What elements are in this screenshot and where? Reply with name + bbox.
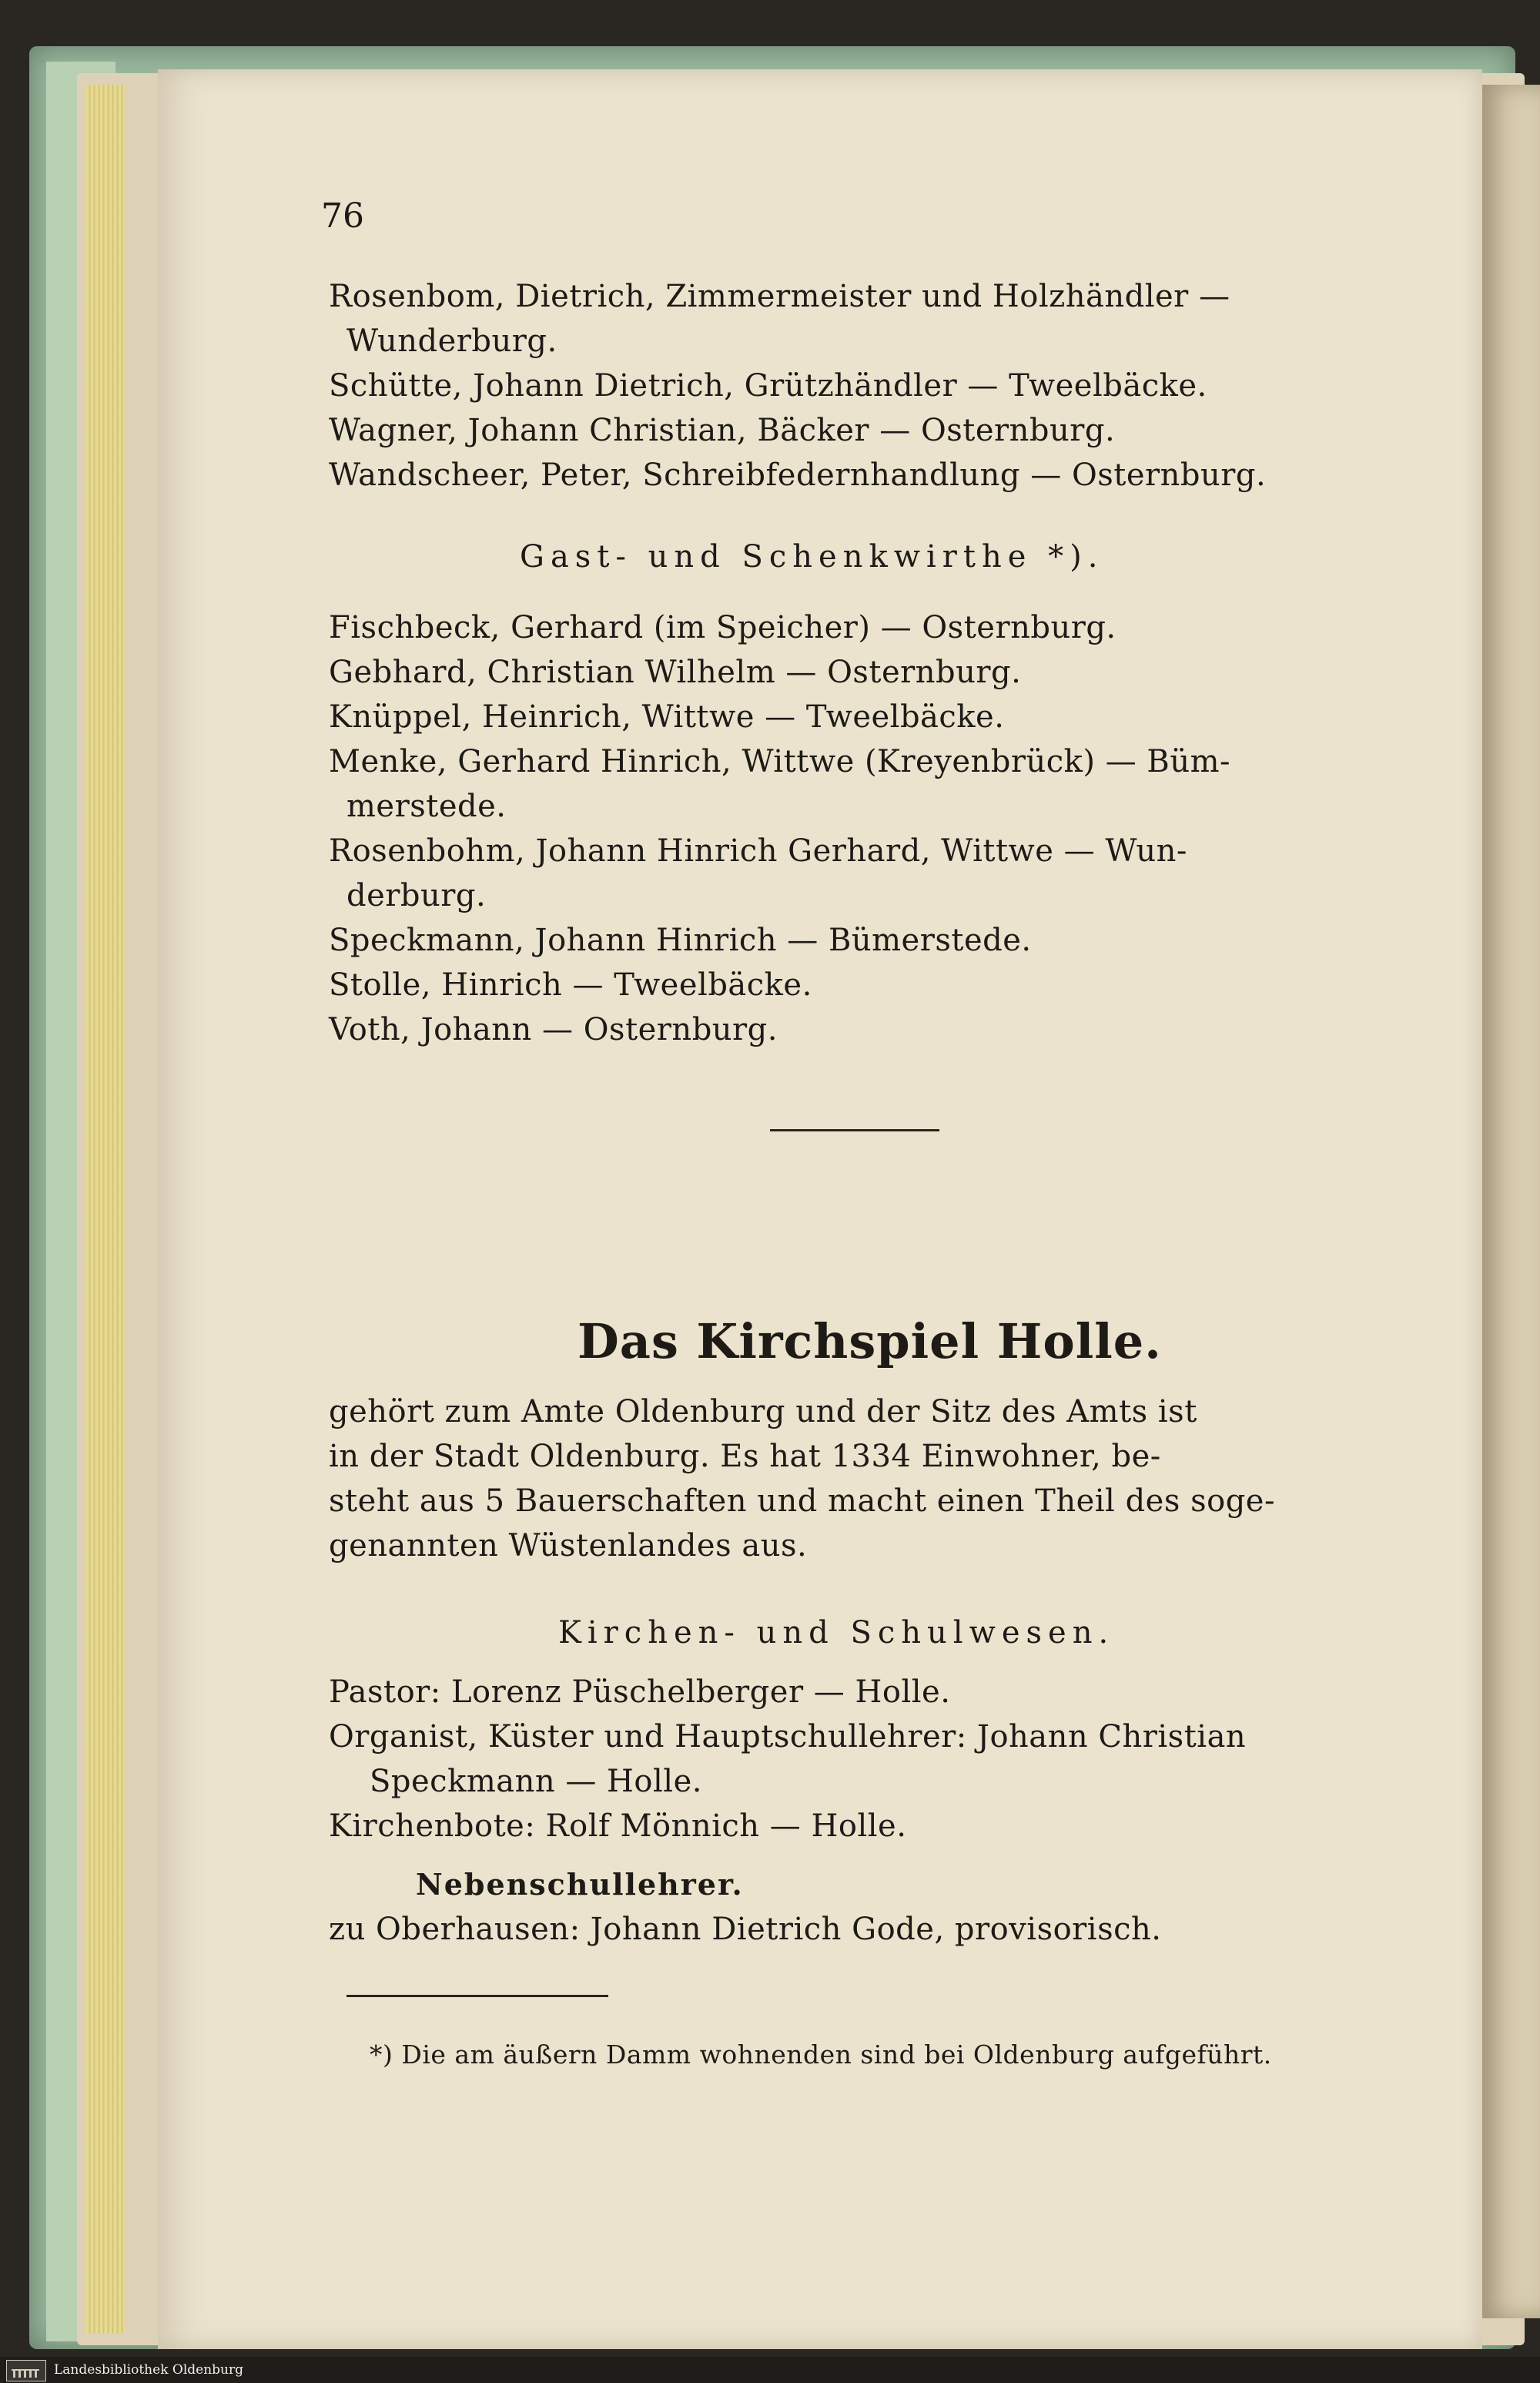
gilded-page-edges	[86, 85, 125, 2334]
entry-line: Wandscheer, Peter, Schreibfedernhandlung — Osternburg.	[329, 457, 1267, 493]
church-line: Pastor: Lorenz Püschelberger — Holle.	[329, 1674, 951, 1710]
church-line: Speckmann — Holle.	[370, 1764, 702, 1799]
entry-line: Wunderburg.	[346, 323, 557, 359]
entry-line: Menke, Gerhard Hinrich, Wittwe (Kreyenbrück) — Büm-	[329, 744, 1231, 779]
entry-line: Rosenbom, Dietrich, Zimmermeister und Holzhändler —	[329, 279, 1230, 314]
library-building-icon	[6, 2360, 46, 2381]
section-heading: Gast- und Schenkwirthe *).	[520, 539, 1104, 575]
entry-line: Wagner, Johann Christian, Bäcker — Osternburg.	[329, 413, 1116, 448]
entry-line: derburg.	[346, 878, 487, 913]
footnote: *) Die am äußern Damm wohnenden sind bei Oldenburg aufgeführt.	[370, 2039, 1272, 2070]
entry-line: Fischbeck, Gerhard (im Speicher) — Osternburg.	[329, 610, 1116, 645]
sub-heading: Nebenschullehrer.	[416, 1867, 744, 1902]
intro-line: genannten Wüstenlandes aus.	[329, 1528, 808, 1564]
section-heading: Kirchen- und Schulwesen.	[558, 1615, 1115, 1651]
footnote-rule	[346, 1995, 608, 1997]
banner-label: Landesbibliothek Oldenburg	[54, 2362, 244, 2378]
intro-line: steht aus 5 Bauerschaften und macht einen Theil des soge-	[329, 1483, 1275, 1519]
church-line: Organist, Küster und Hauptschullehrer: Johann Christian	[329, 1719, 1247, 1755]
entry-line: Knüppel, Heinrich, Wittwe — Tweelbäcke.	[329, 699, 1005, 735]
intro-line: in der Stadt Oldenburg. Es hat 1334 Einwohner, be-	[329, 1439, 1161, 1474]
entry-line: Stolle, Hinrich — Tweelbäcke.	[329, 967, 812, 1003]
parish-title: Das Kirchspiel Holle.	[578, 1313, 1162, 1369]
section-divider	[770, 1129, 939, 1131]
entry-line: Schütte, Johann Dietrich, Grützhändler — Tweelbäcke.	[329, 368, 1207, 404]
intro-line: gehört zum Amte Oldenburg und der Sitz des Amts ist	[329, 1394, 1197, 1429]
library-banner	[0, 2357, 1540, 2383]
next-page-edge	[1482, 85, 1540, 2318]
entry-line: Speckmann, Johann Hinrich — Bümerstede.	[329, 923, 1032, 958]
entry-line: merstede.	[346, 789, 507, 824]
book-page	[158, 69, 1482, 2349]
entry-line: Voth, Johann — Osternburg.	[329, 1012, 778, 1047]
entry-line: Rosenbohm, Johann Hinrich Gerhard, Wittwe — Wun-	[329, 833, 1187, 869]
entry-line: Gebhard, Christian Wilhelm — Osternburg.	[329, 655, 1022, 690]
teacher-line: zu Oberhausen: Johann Dietrich Gode, provisorisch.	[329, 1912, 1162, 1947]
church-line: Kirchenbote: Rolf Mönnich — Holle.	[329, 1808, 907, 1844]
page-number: 76	[321, 196, 364, 236]
